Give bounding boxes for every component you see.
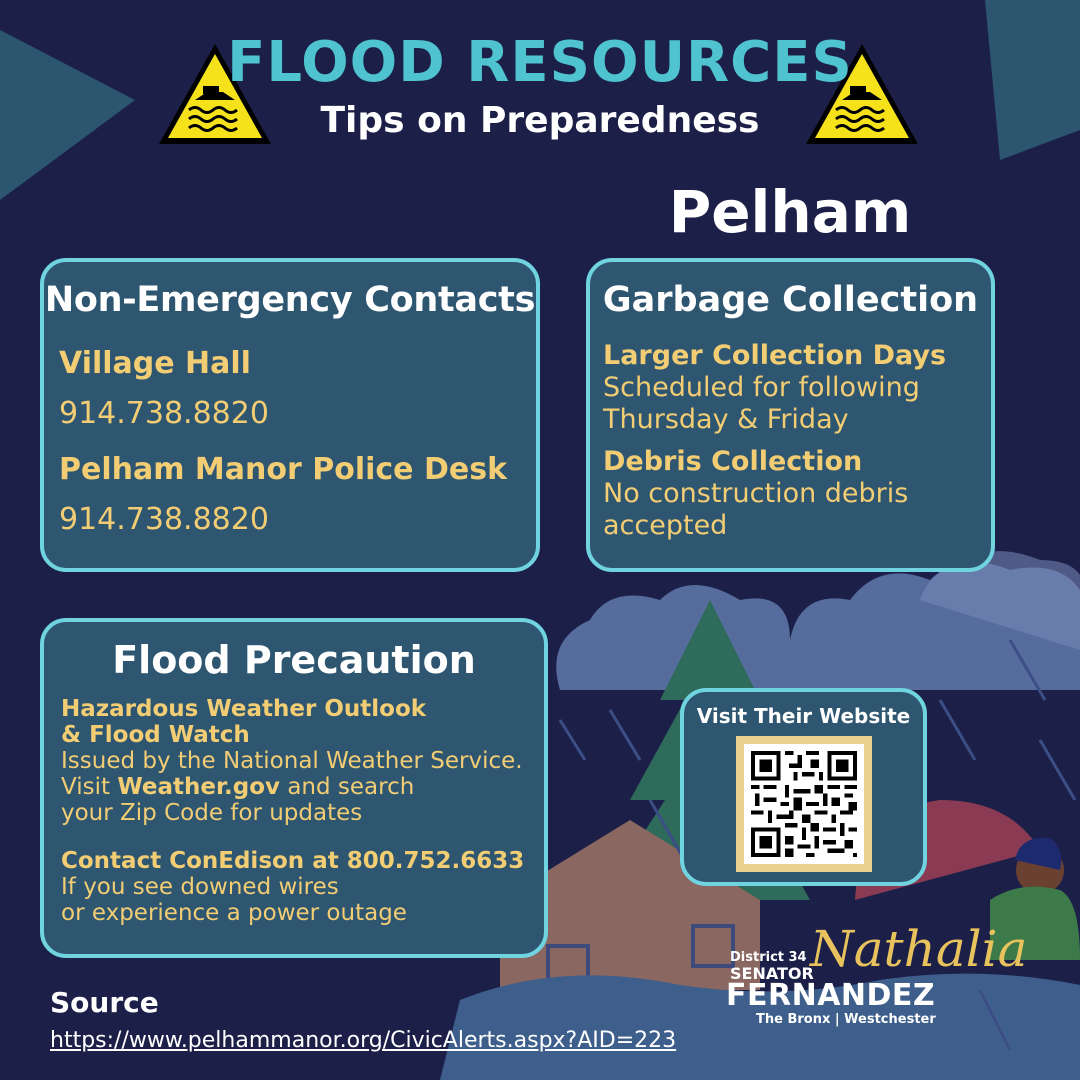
garbage-item-heading: Larger Collection Days [603,340,947,371]
qr-code-frame [736,736,872,872]
logo-last-name: FERNANDEZ [726,978,936,1013]
contact-phone: 914.738.8820 [59,396,269,431]
outlook-body: your Zip Code for updates [61,800,363,826]
outlook-body: Issued by the National Weather Service. [61,748,523,774]
outlook-body-text: and search [280,774,415,800]
qr-code-icon[interactable] [751,751,857,857]
garbage-title: Garbage Collection [602,280,979,320]
weather-gov-link[interactable]: Weather.gov [117,774,281,800]
conedison-body: If you see downed wires [61,874,339,900]
location-heading: Pelham [668,178,912,246]
outlook-heading: Hazardous Weather Outlook [61,696,427,722]
page-subtitle: Tips on Preparedness [320,100,760,141]
logo-senator: SENATOR [730,964,814,983]
qr-code-background [744,744,864,864]
source-label: Source [50,986,159,1019]
contacts-title: Non-Emergency Contacts [44,280,536,320]
contact-phone: 914.738.8820 [59,502,269,537]
conedison-heading: Contact ConEdison at 800.752.6633 [61,848,525,874]
page-title: FLOOD RESOURCES [227,30,853,95]
garbage-item-body: No construction debris accepted [603,478,909,541]
contact-name: Pelham Manor Police Desk [59,452,508,487]
senator-logo [726,920,1028,1030]
outlook-body-text: Visit [61,774,118,800]
logo-district: District 34 [730,950,807,965]
garbage-item-heading: Debris Collection [603,446,863,477]
flood-title: Flood Precaution [112,638,476,682]
garbage-item-body: Scheduled for following Thursday & Friday [603,372,920,435]
contacts-card [40,258,540,572]
garbage-card [586,258,995,572]
website-title: Visit Their Website [696,704,911,728]
contact-name: Village Hall [59,346,251,381]
conedison-body: or experience a power outage [61,900,407,926]
website-card [680,688,927,886]
outlook-body [61,774,414,800]
flood-precaution-card [40,618,548,958]
logo-region: The Bronx | Westchester [756,1012,936,1027]
logo-first-name: Nathalia [810,920,1028,978]
source-link[interactable]: https://www.pelhammanor.org/CivicAlerts.aspx?AID=223 [50,1028,677,1053]
outlook-heading: & Flood Watch [61,722,250,748]
